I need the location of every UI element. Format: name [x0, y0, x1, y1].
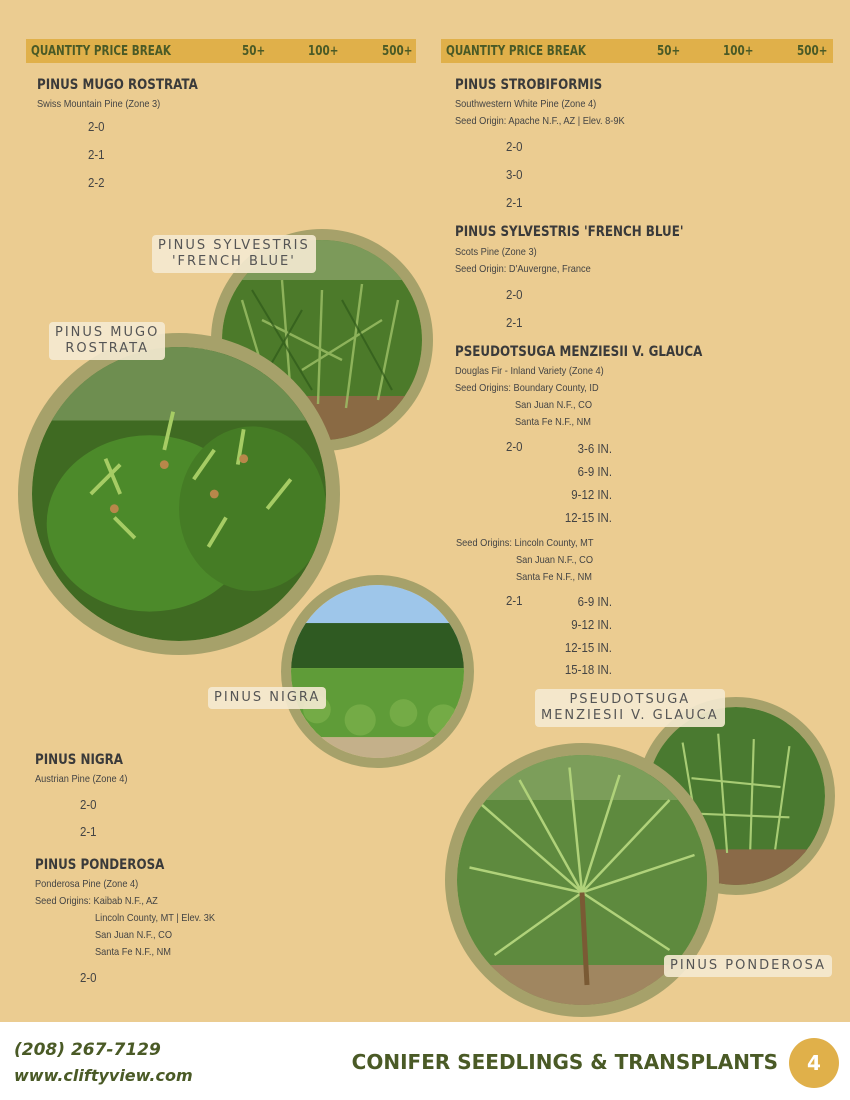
product-common-name: Douglas Fir - Inland Variety (Zone 4) [455, 365, 604, 377]
seed-origin: Seed Origin: D'Auvergne, France [455, 263, 591, 275]
price-break-qty-100: 100+ [308, 44, 339, 59]
product-title: PINUS PONDEROSA [35, 857, 165, 873]
age-class: 2-0 [80, 970, 97, 985]
pine-photo-image [291, 585, 464, 758]
pine-photo-image [32, 347, 326, 641]
price-break-qty-50: 50+ [657, 44, 681, 59]
price-break-qty-100: 100+ [723, 44, 754, 59]
age-class: 2-0 [88, 119, 105, 134]
seed-origin-item: Lincoln County, MT | Elev. 3K [95, 912, 216, 924]
price-break-label: QUANTITY PRICE BREAK [446, 44, 586, 59]
price-break-qty-500: 500+ [382, 44, 413, 59]
footer-section-title: CONIFER SEEDLINGS & TRANSPLANTS [351, 1050, 778, 1074]
age-class: 2-2 [88, 175, 105, 190]
product-title: PSEUDOTSUGA MENZIESII V. GLAUCA [455, 344, 703, 360]
photo-label-pseudotsuga [535, 689, 725, 727]
product-common-name: Scots Pine (Zone 3) [455, 246, 537, 258]
price-break-label: QUANTITY PRICE BREAK [31, 44, 171, 59]
photo-label-line: MENZIESII V. GLAUCA [541, 708, 719, 723]
photo-label-line: 'FRENCH BLUE' [171, 254, 296, 269]
age-class: 2-1 [88, 147, 105, 162]
footer-website-link[interactable]: www.cliftyview.com [14, 1066, 193, 1085]
size-class: 12-15 IN. [564, 640, 612, 655]
photo-label-line: ROSTRATA [65, 341, 150, 356]
seed-origin-item: San Juan N.F., CO [516, 554, 594, 566]
age-class: 2-0 [506, 139, 523, 154]
product-common-name: Austrian Pine (Zone 4) [35, 773, 128, 785]
photo-label-line: PSEUDOTSUGA [569, 692, 691, 707]
photo-label-line: PINUS SYLVESTRIS [158, 238, 310, 253]
price-break-bar-right [441, 39, 833, 63]
seed-origins: Seed Origins: Boundary County, ID [455, 382, 599, 394]
seed-origin-item: Santa Fe N.F., NM [95, 946, 171, 958]
size-class: 12-15 IN. [564, 510, 612, 525]
size-class: 9-12 IN. [571, 617, 612, 632]
price-break-bar-left [26, 39, 416, 63]
age-class: 2-1 [506, 195, 523, 210]
photo-label-ponderosa: PINUS PONDEROSA [664, 955, 832, 977]
size-class: 15-18 IN. [564, 662, 612, 677]
seed-origins: Seed Origins: Kaibab N.F., AZ [35, 895, 158, 907]
price-break-qty-500: 500+ [797, 44, 828, 59]
photo-label-nigra: PINUS NIGRA [208, 687, 326, 709]
product-title: PINUS NIGRA [35, 752, 124, 768]
size-class: 3-6 IN. [577, 441, 612, 456]
size-class: 6-9 IN. [577, 594, 612, 609]
size-class: 6-9 IN. [577, 464, 612, 479]
age-class: 2-1 [80, 824, 97, 839]
photo-label-line: PINUS MUGO [55, 325, 160, 340]
photo-pinus-nigra [281, 575, 474, 768]
page-number-badge: 4 [789, 1038, 839, 1088]
product-title: PINUS SYLVESTRIS 'FRENCH BLUE' [455, 224, 684, 240]
product-common-name: Southwestern White Pine (Zone 4) [455, 98, 597, 110]
seed-origin-item: San Juan N.F., CO [95, 929, 173, 941]
price-break-qty-50: 50+ [242, 44, 266, 59]
product-title: PINUS MUGO ROSTRATA [37, 77, 198, 93]
seed-origin-item: San Juan N.F., CO [515, 399, 593, 411]
seed-origins: Seed Origins: Lincoln County, MT [456, 537, 594, 549]
age-class: 2-1 [506, 593, 523, 608]
age-class: 3-0 [506, 167, 523, 182]
photo-label-mugo [49, 322, 165, 360]
age-class: 2-0 [80, 797, 97, 812]
age-class: 2-1 [506, 315, 523, 330]
age-class: 2-0 [506, 439, 523, 454]
photo-label-sylvestris [152, 235, 316, 273]
product-title: PINUS STROBIFORMIS [455, 77, 603, 93]
age-class: 2-0 [506, 287, 523, 302]
size-class: 9-12 IN. [571, 487, 612, 502]
product-common-name: Swiss Mountain Pine (Zone 3) [37, 98, 161, 110]
seed-origin-item: Santa Fe N.F., NM [515, 416, 591, 428]
seed-origin: Seed Origin: Apache N.F., AZ | Elev. 8-9K [455, 115, 625, 127]
product-common-name: Ponderosa Pine (Zone 4) [35, 878, 139, 890]
seed-origin-item: Santa Fe N.F., NM [516, 571, 592, 583]
photo-pinus-mugo [18, 333, 340, 655]
footer-phone[interactable]: (208) 267-7129 [14, 1040, 161, 1060]
